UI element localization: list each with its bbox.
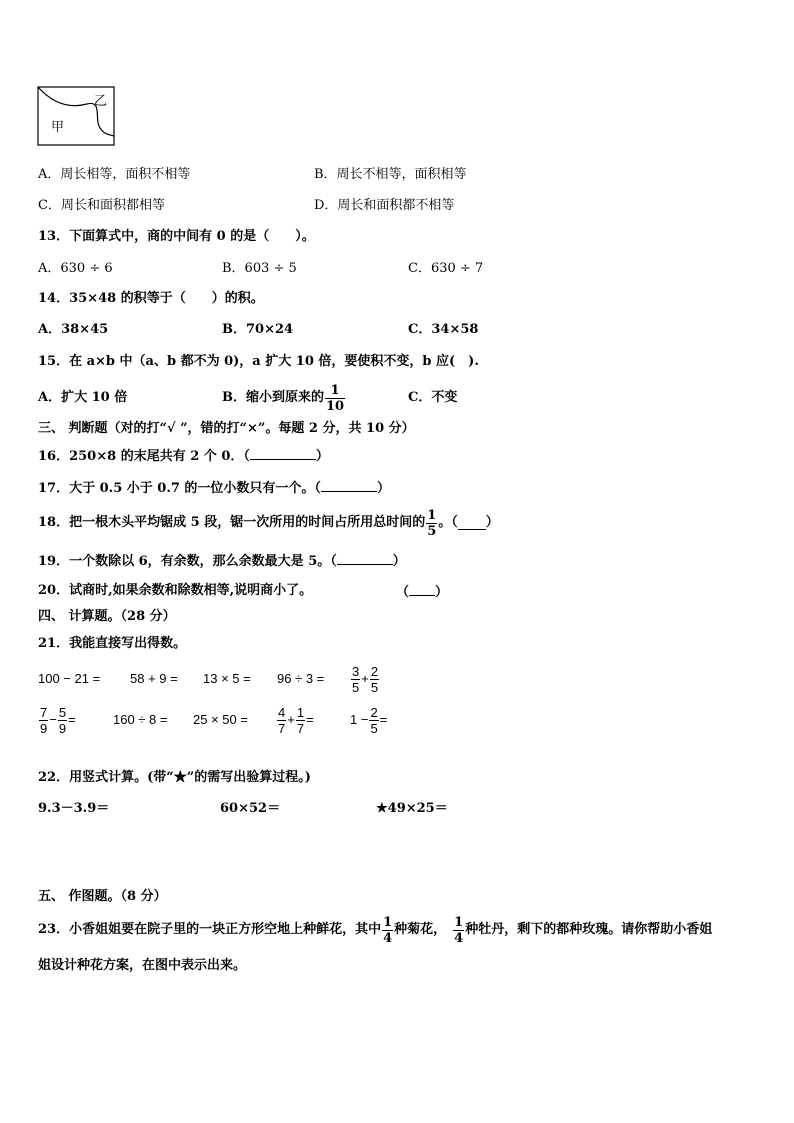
q21-r2-e4-frac2-den: 7 — [296, 720, 305, 736]
q21-r2-e5-frac — [369, 705, 378, 736]
q20-paren-open: （ — [396, 585, 410, 600]
q20 — [38, 583, 312, 599]
q22-item-1: 9.3－3.9＝ — [38, 801, 110, 816]
q21-r1-e5-frac1-num: 3 — [352, 663, 360, 679]
q18-fraction-denominator: 5 — [427, 523, 437, 539]
q21-r2-e1-frac1 — [39, 705, 48, 736]
q17 — [38, 479, 390, 497]
q21-r2-e1 — [38, 701, 76, 739]
q21-r2-e4-frac2-num: 1 — [296, 704, 305, 720]
q16 — [38, 447, 329, 465]
q20-answer-blank[interactable] — [409, 583, 435, 596]
q12-option-d: D．周长和面积都不相等 — [314, 198, 455, 213]
section4-title: 四、 计算题。（28 分） — [38, 609, 176, 624]
q20-text: 20．试商时,如果余数和除数相等,说明商小了。 — [38, 583, 313, 598]
q15-fraction-denominator: 10 — [326, 398, 345, 414]
q17-end: ） — [376, 481, 390, 496]
q23-part3: 种牡丹，剩下的都种玫瑰。请你帮助小香姐 — [465, 922, 713, 937]
q21-stem: 21．我能直接写出得数。 — [38, 636, 187, 651]
q23-fraction-2-den: 4 — [454, 930, 464, 946]
q13-stem: 13．下面算式中，商的中间有 0 的是（ ）。 — [38, 229, 315, 244]
q21-r2-e2: 160 ÷ 8 = — [113, 712, 168, 727]
q21-r2-e1-op: − — [49, 712, 57, 727]
q23-part1: 23．小香姐姐要在院子里的一块正方形空地上种鲜花，其中 — [38, 922, 382, 937]
q21-r2-e4-frac1-num: 4 — [278, 704, 286, 720]
q18-fraction — [426, 508, 437, 539]
q16-answer-blank[interactable] — [250, 447, 316, 460]
q15-fraction — [325, 383, 345, 414]
q13-option-a: A．630 ÷ 6 — [38, 261, 113, 276]
q18-answer-blank[interactable] — [458, 517, 486, 530]
q18 — [38, 507, 499, 539]
q21-r2-e1-frac2-den: 9 — [58, 720, 67, 736]
q12-option-b: B．周长不相等，面积相等 — [314, 167, 467, 182]
q21-r1-e5-frac1-den: 5 — [352, 679, 360, 695]
q15-option-b-prefix: B．缩小到原来的 — [222, 390, 324, 405]
q23-fraction-2 — [453, 915, 464, 946]
q13-option-b: B．603 ÷ 5 — [222, 261, 297, 276]
q12-option-a: A．周长相等，面积不相等 — [38, 167, 191, 182]
q21-r1-e5-frac2-den: 5 — [370, 679, 379, 695]
q21-r2-e5-eq: = — [379, 712, 388, 727]
q21-r1-e5-frac1 — [351, 664, 360, 695]
q18-after: 。（ — [438, 515, 458, 530]
q22-item-2: 60×52＝ — [220, 801, 281, 816]
figure-label-yi: 乙 — [94, 94, 108, 109]
q22-item-3: ★49×25＝ — [376, 801, 448, 816]
q21-r2-e4 — [276, 701, 314, 739]
q21-r2-e5-lead: 1 − — [350, 712, 369, 727]
q23-line2: 姐设计种花方案，在图中表示出来。 — [38, 958, 247, 973]
q20-paren-close: ） — [435, 585, 449, 600]
q23-fraction-1-num: 1 — [383, 914, 393, 930]
q17-answer-blank[interactable] — [321, 479, 377, 492]
q21-r1-e5-frac2 — [370, 664, 379, 695]
q19-answer-blank[interactable] — [337, 552, 393, 565]
q21-r2-e4-frac1 — [277, 705, 286, 736]
q21-r2-e1-frac1-den: 9 — [40, 720, 48, 736]
q21-r2-e1-frac2 — [58, 705, 67, 736]
q15-option-b — [222, 378, 346, 418]
figure-label-jia: 甲 — [51, 120, 65, 135]
q13-option-c: C．630 ÷ 7 — [408, 261, 484, 276]
q14-option-a: A．38×45 — [38, 322, 109, 337]
q15-stem: 15．在 a×b 中（a、b 都不为 0)，a 扩大 10 倍，要使积不变，b 应( ). — [38, 354, 479, 369]
q19-end: ） — [392, 554, 406, 569]
q18-end: ） — [485, 515, 499, 530]
q21-r1-e2: 58 + 9 = — [130, 671, 178, 686]
q23-fraction-1 — [382, 915, 393, 946]
q21-r2-e1-frac2-num: 5 — [58, 704, 67, 720]
q22-stem: 22．用竖式计算。(带“★”的需写出验算过程。) — [38, 770, 311, 785]
q21-r2-e5 — [350, 701, 387, 739]
q21-r1-e4: 96 ÷ 3 = — [277, 671, 325, 686]
q21-r2-e1-frac1-num: 7 — [40, 704, 48, 720]
q19-text: 19．一个数除以 6，有余数，那么余数最大是 5。（ — [38, 554, 337, 569]
q21-r1-e5 — [350, 660, 380, 698]
q21-r2-e4-frac2 — [296, 705, 305, 736]
section3-title: 三、 判断题（对的打“√ ”，错的打“×”。每题 2 分，共 10 分） — [38, 421, 415, 436]
q15-option-c: C．不变 — [408, 390, 458, 405]
q23-fraction-1-den: 4 — [383, 930, 393, 946]
q21-r2-e1-eq: = — [68, 712, 76, 727]
q21-r1-e3: 13 × 5 = — [203, 671, 251, 686]
q18-fraction-numerator: 1 — [427, 507, 437, 523]
q15-option-a: A．扩大 10 倍 — [38, 390, 128, 405]
q20-answer — [396, 583, 448, 601]
q17-text: 17．大于 0.5 小于 0.7 的一位小数只有一个。（ — [38, 481, 321, 496]
q23-line1 — [38, 911, 712, 949]
q19 — [38, 552, 406, 570]
q14-option-c: C．34×58 — [408, 322, 479, 337]
q21-r2-e5-frac-num: 2 — [370, 704, 378, 720]
shape-figure — [37, 86, 115, 146]
q16-end: ） — [315, 449, 329, 464]
q21-r1-e5-op: + — [361, 671, 369, 686]
q23-fraction-2-num: 1 — [454, 914, 464, 930]
section5-title: 五、 作图题。（8 分） — [38, 889, 167, 904]
q23-part2: 种菊花， — [394, 922, 447, 937]
q21-r2-e4-eq: = — [306, 712, 314, 727]
q21-r2-e5-frac-den: 5 — [370, 720, 378, 736]
q14-option-b: B．70×24 — [222, 322, 294, 337]
q16-text: 16．250×8 的末尾共有 2 个 0．（ — [38, 449, 250, 464]
q21-r1-e1: 100 − 21 = — [38, 671, 101, 686]
q18-text: 18．把一根木头平均锯成 5 段，锯一次所用的时间占所用总时间的 — [38, 515, 426, 530]
q21-r2-e3: 25 × 50 = — [193, 712, 248, 727]
q14-stem: 14．35×48 的积等于（ ）的积。 — [38, 291, 264, 306]
q12-option-c: C．周长和面积都相等 — [38, 198, 165, 213]
q21-r2-e4-op: + — [287, 712, 295, 727]
q21-r1-e5-frac2-num: 2 — [370, 663, 379, 679]
q15-fraction-numerator: 1 — [325, 383, 345, 399]
q21-r2-e4-frac1-den: 7 — [278, 720, 286, 736]
